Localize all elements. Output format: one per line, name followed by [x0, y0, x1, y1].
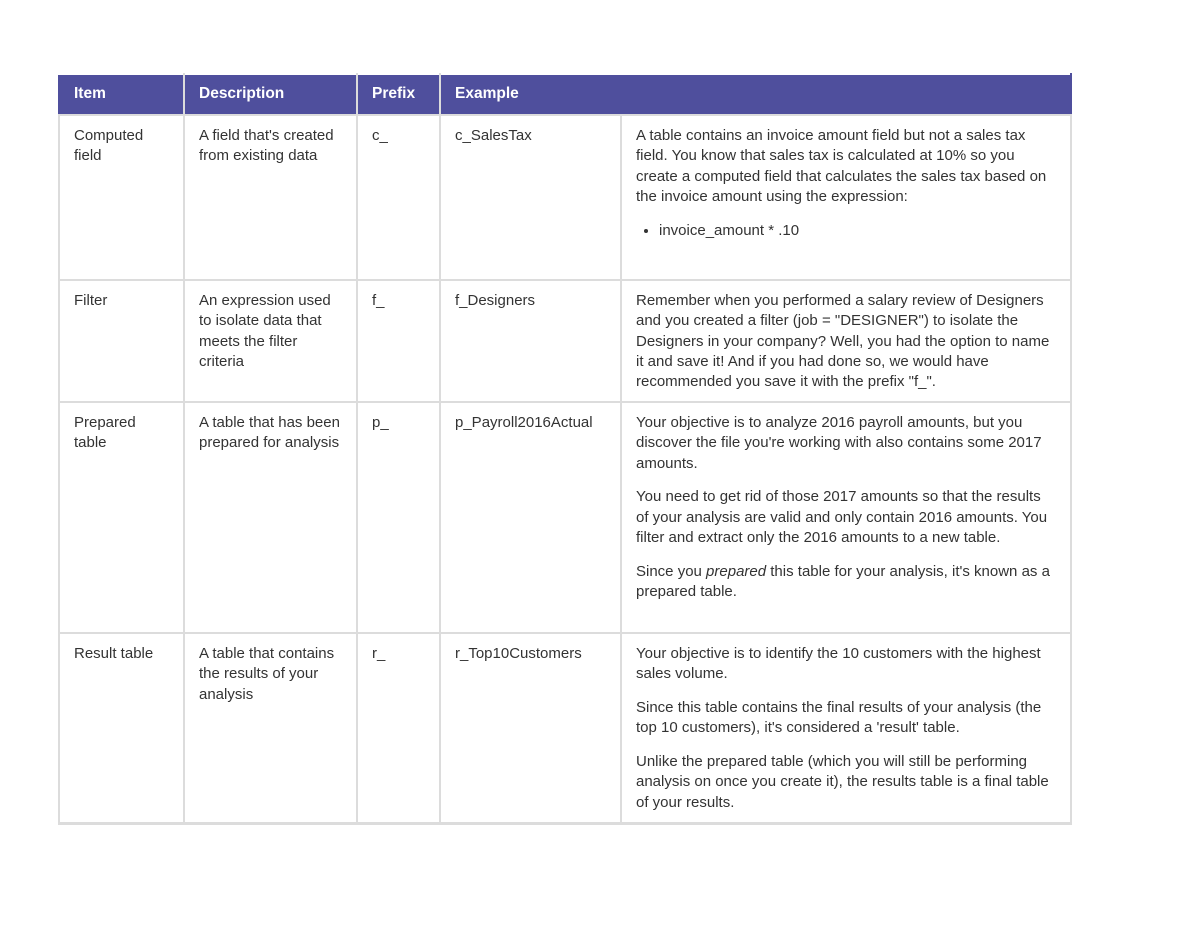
cell-example-text	[621, 280, 1071, 402]
example-paragraph-prepared	[636, 562, 1052, 603]
naming-conventions-table	[58, 73, 1072, 825]
header-example: Example	[440, 74, 1071, 115]
cell-item: Filter	[59, 280, 184, 402]
cell-description: A field that's created from existing data	[184, 115, 357, 280]
cell-description: A table that contains the results of your analysis	[184, 633, 357, 824]
text-run: this table for your analysis, it's known as a prepared table.	[636, 562, 1050, 601]
document-page	[58, 73, 1070, 825]
example-paragraph: A table contains an invoice amount field but not a sales tax field. You know that sales tax is calculated at 10% so you create a computed field that calculates the sales tax based on the invoice amount using the expression:	[636, 127, 1047, 205]
cell-example-text	[621, 402, 1071, 633]
cell-example-name: p_Payroll2016Actual	[440, 402, 621, 633]
cell-item: Result table	[59, 633, 184, 824]
cell-prefix: p_	[357, 402, 440, 633]
example-paragraph: Unlike the prepared table (which you will still be performing analysis on once you create it), the results table is a final table of your results.	[636, 753, 1049, 811]
cell-description: A table that has been prepared for analysis	[184, 402, 357, 633]
table-row	[59, 402, 1071, 633]
header-item: Item	[59, 74, 184, 115]
table-row	[59, 633, 1071, 824]
cell-description: An expression used to isolate data that meets the filter criteria	[184, 280, 357, 402]
text-run: Since you	[636, 562, 707, 580]
cell-prefix: r_	[357, 633, 440, 824]
cell-example-name: c_SalesTax	[440, 115, 621, 280]
cell-example-name: r_Top10Customers	[440, 633, 621, 824]
example-paragraph: You need to get rid of those 2017 amounts so that the results of your analysis are valid and only contain 2016 amounts. You filter and extract only the 2016 amounts to a new table.	[636, 488, 1048, 546]
header-description: Description	[184, 74, 357, 115]
table-row	[59, 115, 1071, 280]
cell-prefix: f_	[357, 280, 440, 402]
example-paragraph: Your objective is to identify the 10 customers with the highest sales volume.	[636, 645, 1041, 683]
cell-prefix: c_	[357, 115, 440, 280]
cell-example-name: f_Designers	[440, 280, 621, 402]
cell-example-text	[621, 633, 1071, 824]
cell-example-text	[621, 115, 1071, 280]
emphasis-text: prepared	[706, 562, 767, 580]
table-header-row	[59, 74, 1071, 115]
table-row	[59, 280, 1071, 402]
example-bullet-list	[636, 221, 1052, 241]
cell-item: Prepared table	[59, 402, 184, 633]
header-prefix: Prefix	[357, 74, 440, 115]
example-bullet-item: • invoice_amount * .10	[659, 221, 1052, 241]
example-paragraph: Since this table contains the final results of your analysis (the top 10 customers), it's considered a 'result' table.	[636, 699, 1042, 737]
example-paragraph: Your objective is to analyze 2016 payroll amounts, but you discover the file you're working with also contains some 2017 amounts.	[636, 414, 1042, 472]
example-paragraph: Remember when you performed a salary review of Designers and you created a filter (job = "DESIGNER") to isolate the Designers in your company? Well, you had the option to name it and save it! And if you had done so, we would have recommended you save it with the prefix "f_".	[636, 292, 1050, 391]
cell-item: Computed field	[59, 115, 184, 280]
